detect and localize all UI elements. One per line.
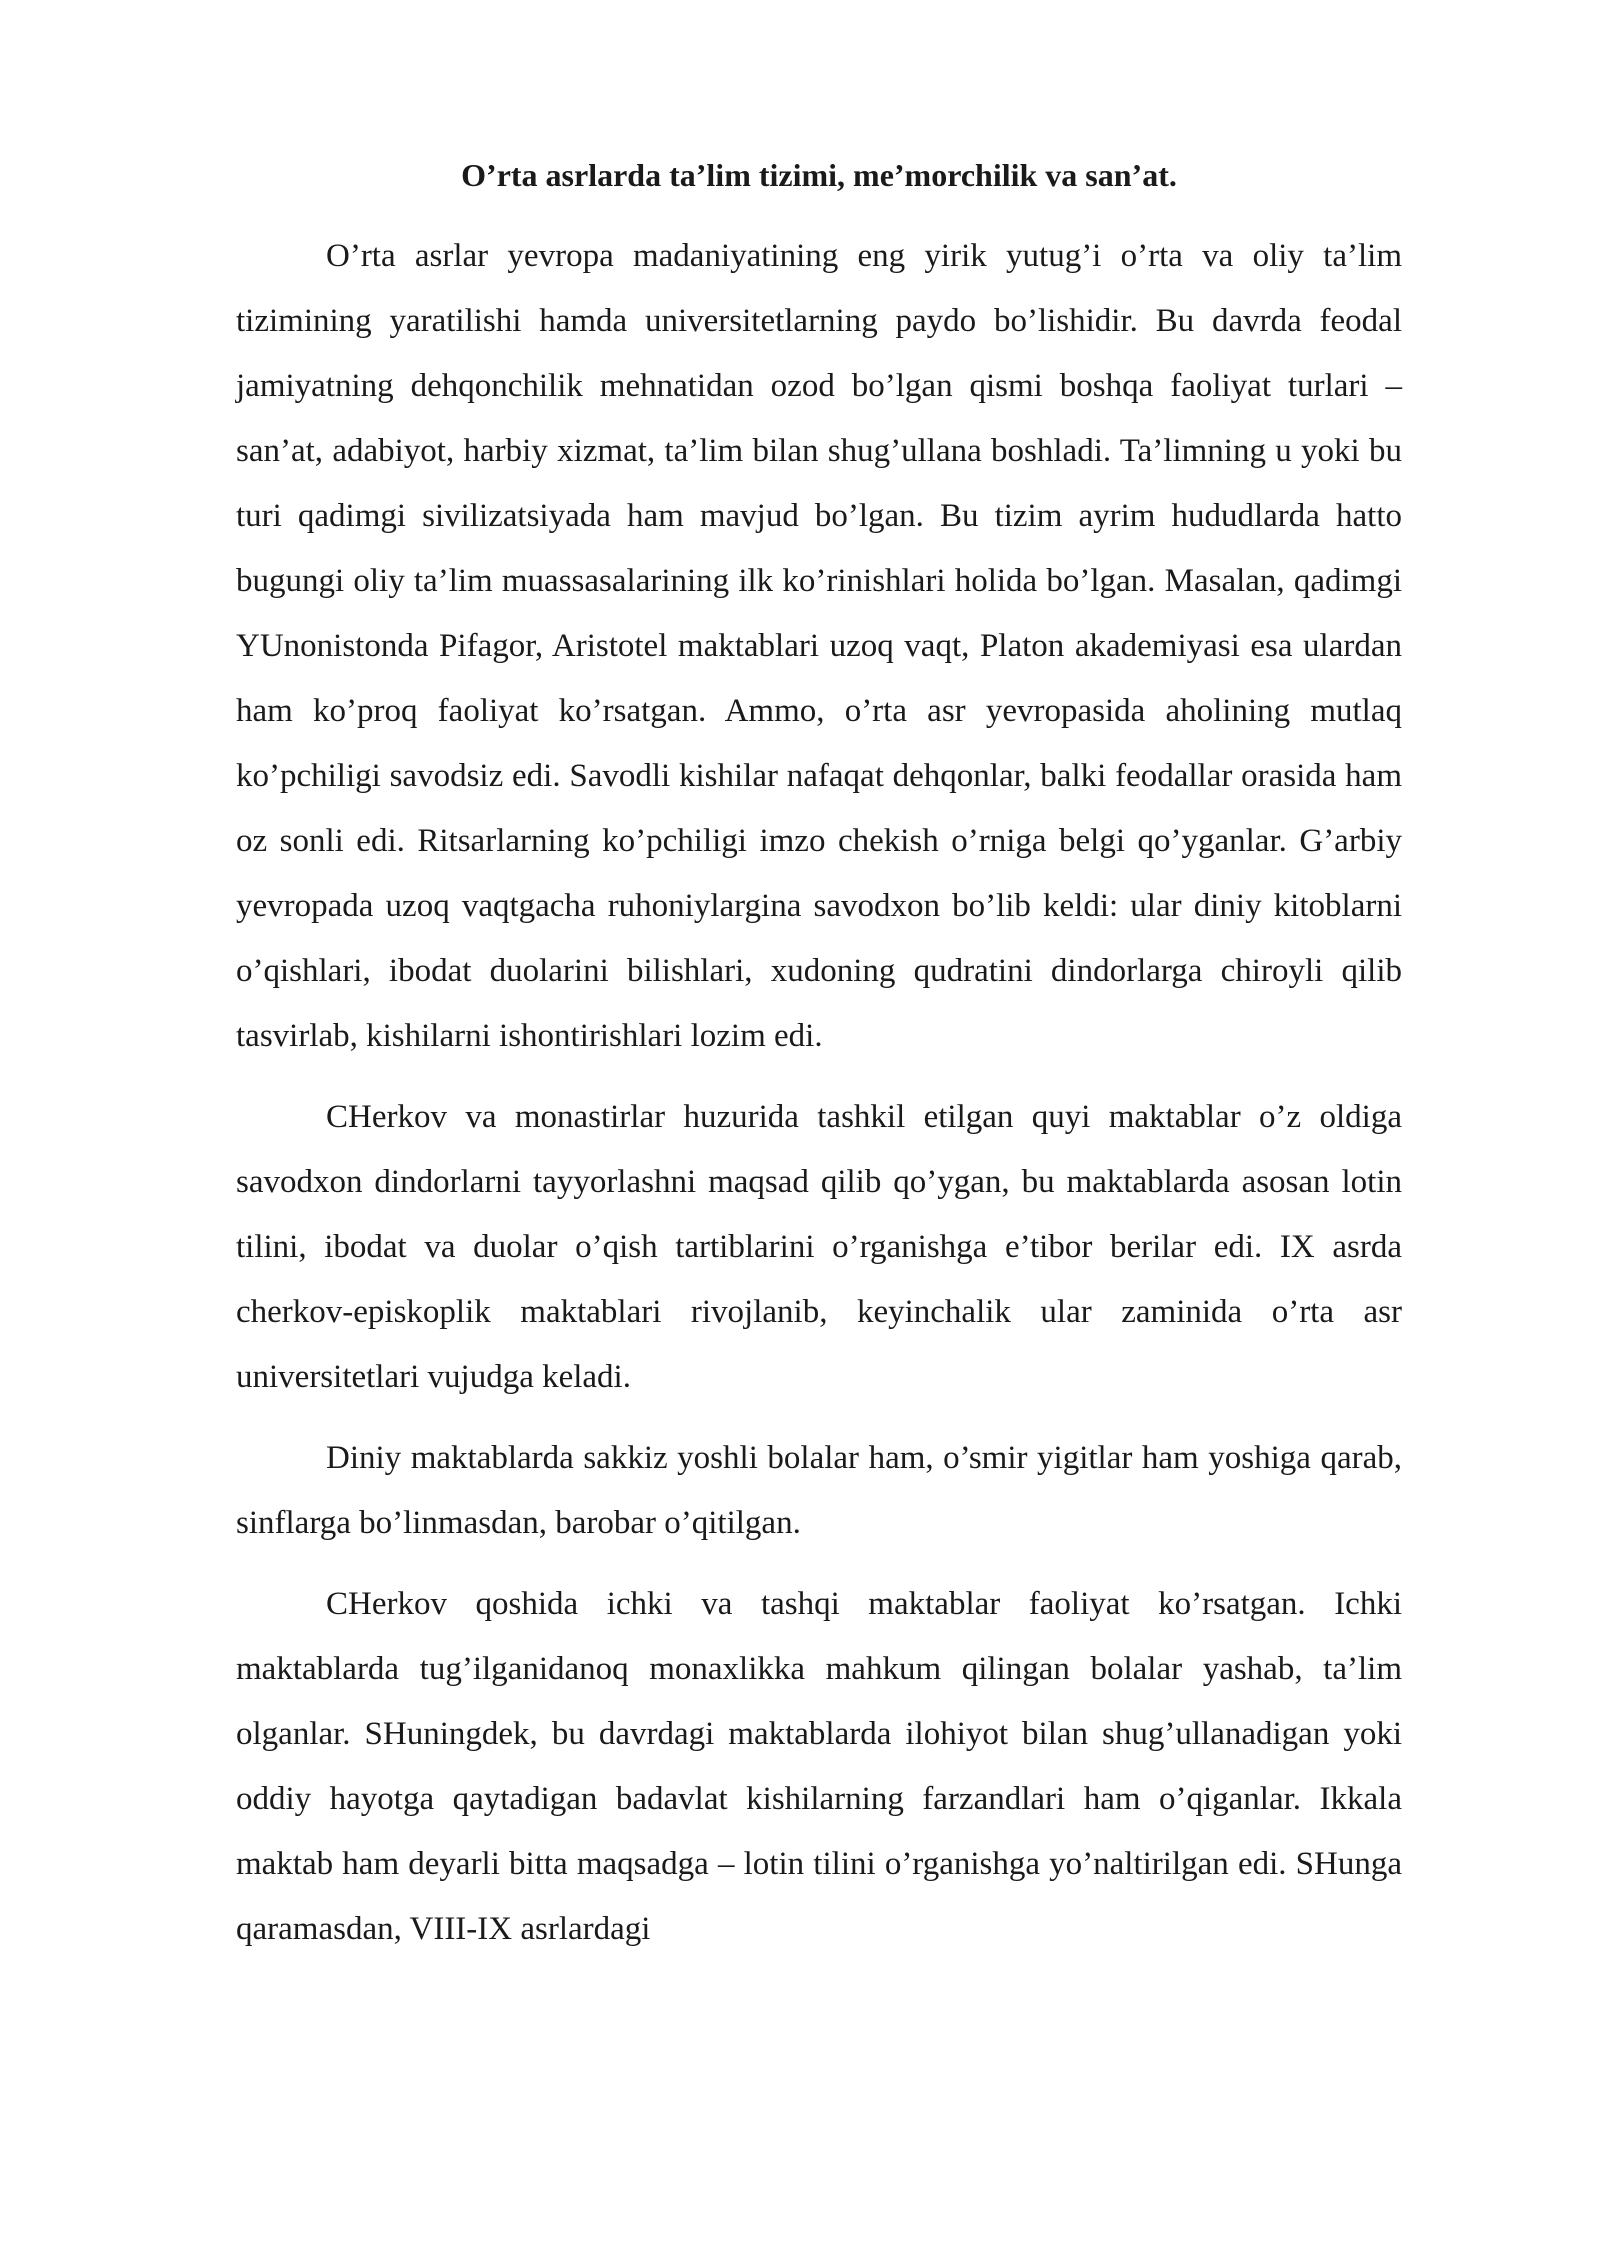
paragraph-2: CHerkov va monastirlar huzurida tashkil etilgan quyi maktablar o’z oldiga savodxon dindorlarni tayyorlashni maqsad qilib qo’ygan, bu maktablarda asosan lotin tilini, ibodat va duolar o’qish tartiblarini o’rganishga e’tibor berilar edi. IX asrda cherkov-episkoplik maktablari rivojlanib, keyinchalik ular zaminida o’rta asr universitetlari vujudga keladi.: [236, 1099, 1402, 1395]
document-page: [236, 150, 1402, 1978]
paragraph-1: O’rta asrlar yevropa madaniyatining eng yirik yutug’i o’rta va oliy ta’lim tizimining yaratilishi hamda universitetlarning paydo bo’lishidir. Bu davrda feodal jamiyatning dehqonchilik mehnatidan ozod bo’lgan qismi boshqa faoliyat turlari – san’at, adabiyot, harbiy xizmat, ta’lim bilan shug’ullana boshladi. Ta’limning u yoki bu turi qadimgi sivilizatsiyada ham mavjud bo’lgan. Bu tizim ayrim hududlarda hatto bugungi oliy ta’lim muassasalarining ilk ko’rinishlari holida bo’lgan. Masalan, qadimgi YUnonistonda Pifagor, Aristotel maktablari uzoq vaqt, Platon akademiyasi esa ulardan ham ko’proq faoliyat ko’rsatgan. Ammo, o’rta asr yevropasida aholining mutlaq ko’pchiligi savodsiz edi. Savodli kishilar nafaqat dehqonlar, balki feodallar orasida ham oz sonli edi. Ritsarlarning ko’pchiligi imzo chekish o’rniga belgi qo’yganlar. G’arbiy yevropada uzoq vaqtgacha ruhoniylargina savodxon bo’lib keldi: ular diniy kitoblarni o’qishlari, ibodat duolarini bilishlari, xudoning qudratini dindorlarga chiroyli qilib tasvirlab, kishilarni ishontirishlari lozim edi.: [236, 238, 1402, 1054]
document-title: O’rta asrlarda ta’lim tizimi, me’morchilik va san’at.: [461, 157, 1177, 193]
paragraph-4: CHerkov qoshida ichki va tashqi maktablar faoliyat ko’rsatgan. Ichki maktablarda tug’ilganidanoq monaxlikka mahkum qilingan bolalar yashab, ta’lim olganlar. SHuningdek, bu davrdagi maktablarda ilohiyot bilan shug’ullanadigan yoki oddiy hayotga qaytadigan badavlat kishilarning farzandlari ham o’qiganlar. Ikkala maktab ham deyarli bitta maqsadga – lotin tilini o’rganishga yo’naltirilgan edi. SHunga qaramasdan, VIII-IX asrlardagi: [236, 1586, 1402, 1947]
paragraph-3: Diniy maktablarda sakkiz yoshli bolalar ham, o’smir yigitlar ham yoshiga qarab, sinflarga bo’linmasdan, barobar o’qitilgan.: [236, 1440, 1402, 1541]
